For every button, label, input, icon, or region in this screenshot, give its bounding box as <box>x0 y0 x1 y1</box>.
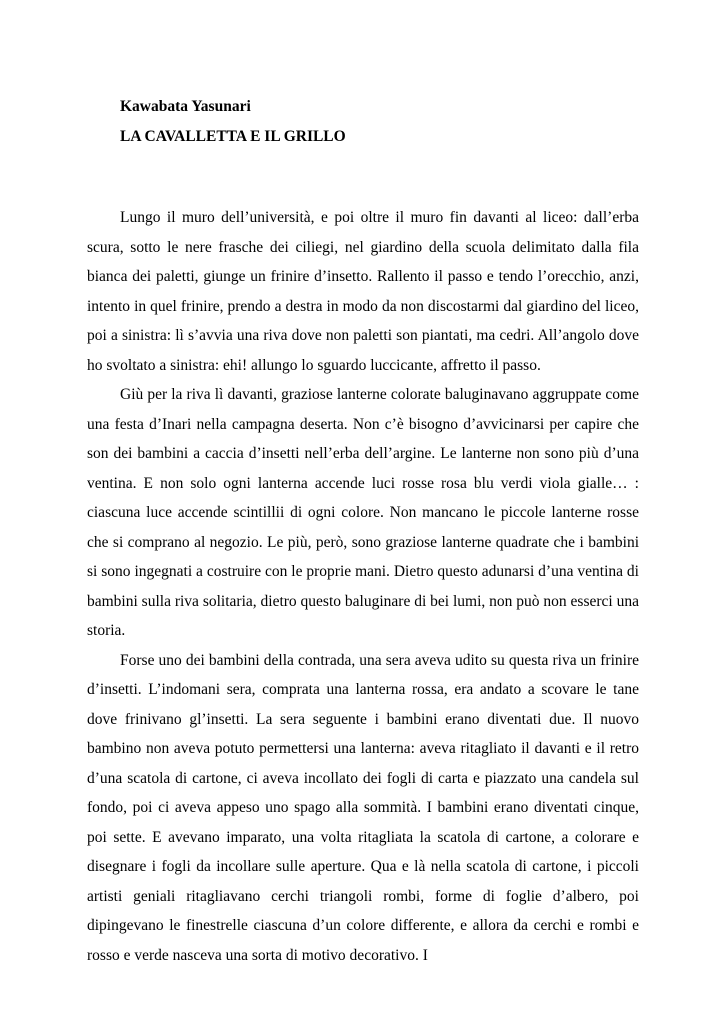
paragraph-1: Lungo il muro dell’università, e poi oltre il muro fin davanti al liceo: dall’erba scura, sotto le nere frasche dei ciliegi, nel giardino della scuola delimitato dalla fila bianca dei paletti, giunge un frinire d’insetto. Rallento il passo e tendo l’orecchio, anzi, intento in quel frinire, prendo a destra in modo da non discostarmi dal giardino del liceo, poi a sinistra: lì s’avvia una riva dove non paletti son piantati, ma cedri. All’angolo dove ho svoltato a sinistra: ehi! allungo lo sguardo luccicante, affretto il passo. <box>87 209 639 374</box>
document-header <box>120 92 346 152</box>
paragraph-2: Giù per la riva lì davanti, graziose lanterne colorate baluginavano aggruppate come una festa d’Inari nella campagna deserta. Non c’è bisogno d’avvicinarsi per capire che son dei bambini a caccia d’insetti nell’erba dell’argine. Le lanterne non sono più d’una ventina. E non solo ogni lanterna accende luci rosse rosa blu verdi viola gialle… : ciascuna luce accende scintillii di ogni colore. Non mancano le piccole lanterne rosse che si comprano al negozio. Le più, però, sono graziose lanterne quadrate che i bambini si sono ingegnati a costruire con le proprie mani. Dietro questo adunarsi d’una ventina di bambini sulla riva solitaria, dietro questo baluginare di bei lumi, non può non esserci una storia. <box>87 386 639 639</box>
body-text <box>87 203 639 970</box>
author-name: Kawabata Yasunari <box>120 98 251 115</box>
paragraph-3: Forse uno dei bambini della contrada, una sera aveva udito su questa riva un frinire d’insetti. L’indomani sera, comprata una lanterna rossa, era andato a scovare le tane dove frinivano gl’insetti. La sera seguente i bambini erano diventati due. Il nuovo bambino non aveva potuto permettersi una lanterna: aveva ritagliato il davanti e il retro d’una scatola di cartone, ci aveva incollato dei fogli di carta e piazzato una candela sul fondo, poi ci aveva appeso uno spago alla sommità. I bambini erano diventati cinque, poi sette. E avevano imparato, una volta ritagliata la scatola di cartone, a colorare e disegnare i fogli da incollare sulle aperture. Qua e là nella scatola di cartone, i piccoli artisti geniali ritagliavano cerchi triangoli rombi, forme di foglie d’albero, poi dipingevano le finestrelle ciascuna d’un colore differente, e allora da cerchi e rombi e rosso e verde nasceva una sorta di motivo decorativo. I <box>87 651 639 964</box>
document-title: LA CAVALLETTA E IL GRILLO <box>120 128 346 145</box>
